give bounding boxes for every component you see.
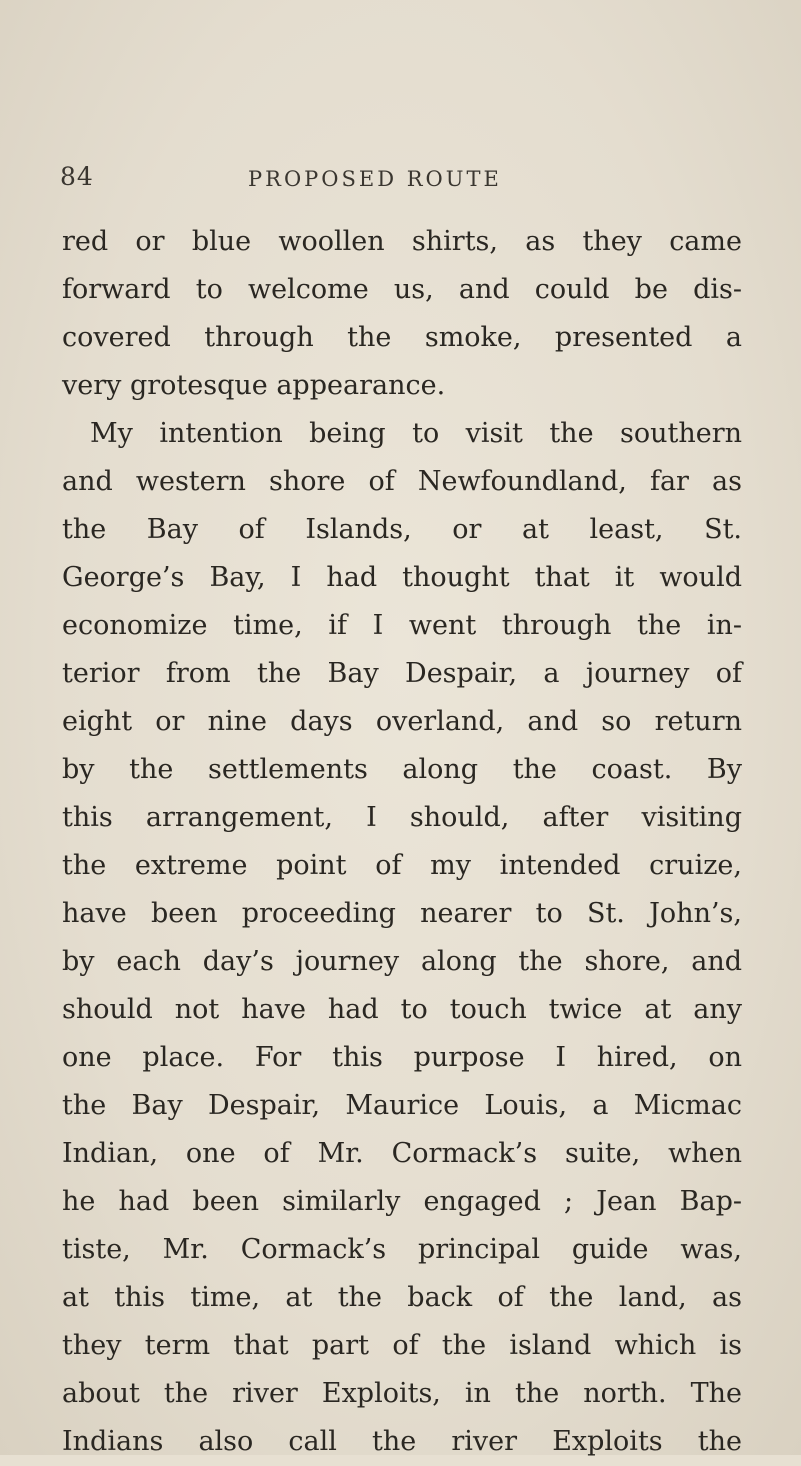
text-line: My intention being to visit the southern xyxy=(90,418,742,449)
text-line: eight or nine days overland, and so return xyxy=(62,706,742,737)
text-line: Indians also call the river Exploits the xyxy=(62,1426,742,1457)
text-line: George’s Bay, I had thought that it would xyxy=(62,562,742,593)
text-line: economize time, if I went through the in- xyxy=(62,610,742,641)
text-line: they term that part of the island which is xyxy=(62,1330,742,1361)
text-line: should not have had to touch twice at any xyxy=(62,994,742,1025)
text-line: the Bay of Islands, or at least, St. xyxy=(62,514,742,545)
text-line: the extreme point of my intended cruize, xyxy=(62,850,742,881)
page-number: 84 xyxy=(60,162,94,191)
text-line: tiste, Mr. Cormack’s principal guide was, xyxy=(62,1234,742,1265)
text-line: this arrangement, I should, after visiting xyxy=(62,802,742,833)
text-line: terior from the Bay Despair, a journey of xyxy=(62,658,742,689)
text-line: one place. For this purpose I hired, on xyxy=(62,1042,742,1073)
text-line: by each day’s journey along the shore, and xyxy=(62,946,742,977)
text-line: forward to welcome us, and could be dis- xyxy=(62,274,742,305)
text-line: about the river Exploits, in the north. The xyxy=(62,1378,742,1409)
running-head: PROPOSED ROUTE xyxy=(248,167,502,191)
text-line: have been proceeding nearer to St. John’s, xyxy=(62,898,742,929)
text-line: he had been similarly engaged ; Jean Bap- xyxy=(62,1186,742,1217)
text-line: very grotesque appearance. xyxy=(62,370,446,401)
text-line: by the settlements along the coast. By xyxy=(62,754,742,785)
text-line: the Bay Despair, Maurice Louis, a Micmac xyxy=(62,1090,742,1121)
text-line: covered through the smoke, presented a xyxy=(62,322,742,353)
page-header xyxy=(60,162,760,202)
text-line: and western shore of Newfoundland, far as xyxy=(62,466,742,497)
text-line: at this time, at the back of the land, as xyxy=(62,1282,742,1313)
text-line: red or blue woollen shirts, as they came xyxy=(62,226,742,257)
text-line: Indian, one of Mr. Cormack’s suite, when xyxy=(62,1138,742,1169)
body-text xyxy=(62,218,742,1466)
